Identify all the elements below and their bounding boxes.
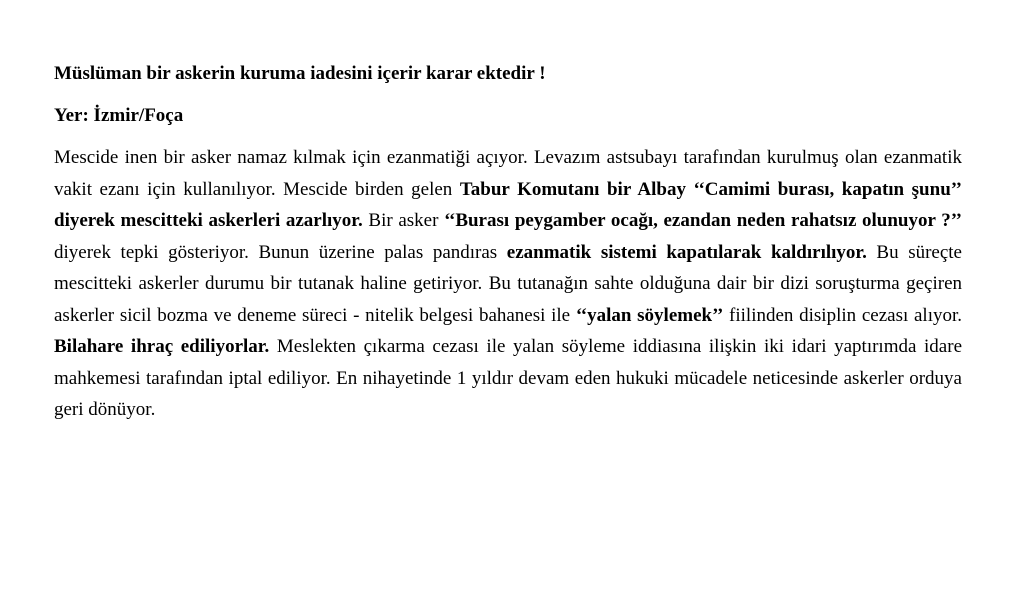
paragraph-segment: Mescide inen bir asker namaz kılmak için ezanmatiği açıyor. Levazım astsubayı tarafından kurulmuş olan ezanmatik vakit ezanı için kullanılıyor. Mescide birden gelen (54, 147, 962, 200)
paragraph-segment: diyerek tepki gösteriyor. Bunun üzerine palas pandıras (54, 241, 507, 263)
paragraph-segment: Bu süreçte mescitteki askerler durumu bir tutanak haline getiriyor. Bu tutanağın sahte olduğuna dair bir dizi soruşturma geçiren askerler sicil bozma ve deneme süreci - nitelik belgesi bahanesi ile (54, 241, 962, 326)
document-page (54, 62, 962, 426)
paragraph-segment-bold: Tabur Komutanı bir Albay ‘‘Camimi burası, kapatın şunu’’ diyerek mescitteki askerleri azarlıyor. (54, 178, 963, 231)
paragraph-segment: fiilinden disiplin cezası alıyor. (723, 304, 962, 326)
paragraph-segment-bold: ‘‘Burası peygamber ocağı, ezandan neden rahatsız olunuyor ?’’ (444, 210, 962, 231)
document-location: Yer: İzmir/Foça (54, 105, 184, 126)
document-title: Müslüman bir askerin kuruma iadesini içerir karar ektedir ! (54, 63, 546, 84)
document-paragraph (54, 142, 962, 426)
paragraph-segment-bold: Bilahare ihraç ediliyorlar. (54, 336, 270, 357)
paragraph-segment: Bir asker (362, 210, 445, 231)
paragraph-segment: Meslekten çıkarma cezası ile yalan söyleme iddiasına ilişkin iki idari yaptırımda idare mahkemesi tarafından iptal ediliyor. En nihayetinde 1 yıldır devam eden hukuki mücadele neticesinde askerler orduya geri dönüyor. (54, 336, 962, 420)
paragraph-segment-bold: ezanmatik sistemi kapatılarak kaldırılıyor. (506, 241, 867, 263)
paragraph-segment-bold: ‘‘yalan söylemek’’ (575, 304, 724, 326)
